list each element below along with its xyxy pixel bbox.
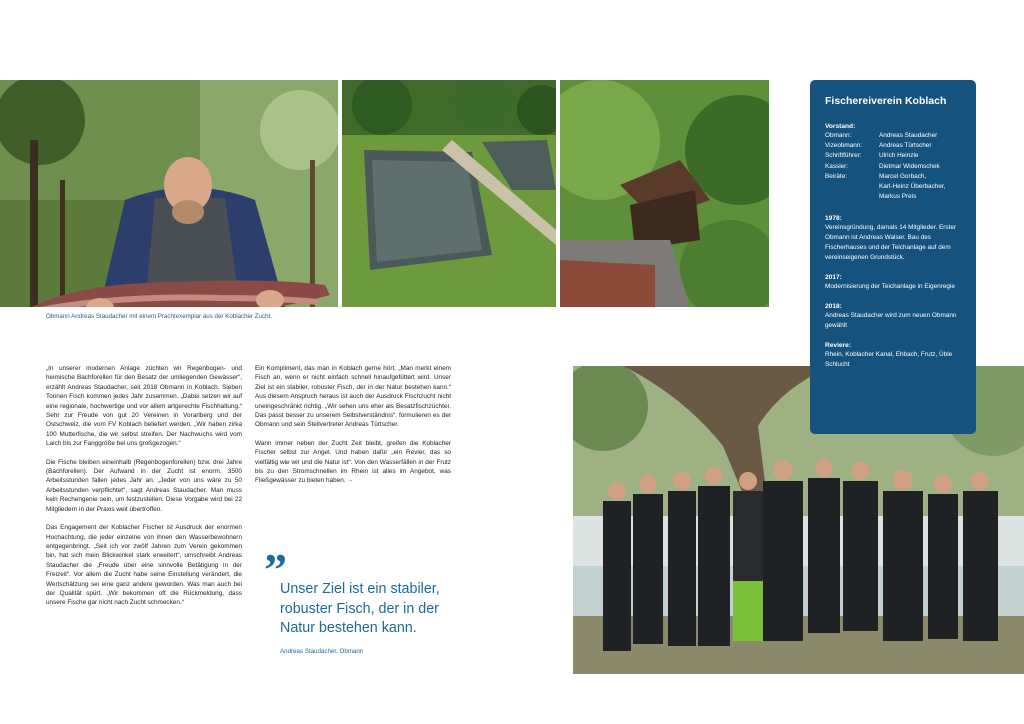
info-box-title: Fischereiverein Koblach — [825, 95, 947, 107]
article-paragraph: „In unserer modernen Anlage züchten wir Regenbogen- und heimische Bachforellen für den Besatz der umliegenden Gewässer“, erzählt Andreas Staudacher, seit 2018 Obmann in Koblach. Sieben Tonnen Fisch kommen jedes Jahr zusammen. „Dabei setzen wir auf eine regionale, hochwertige und vor allem artgerechte Fischhaltung.“ Sehr zur Freude von gut 20 Vereinen in Vorarlberg und der Ostschweiz, die vom FV Koblach beliefert werden. „Wir haben zirka 100 Mutterfische, die wir selbst streifen. Der Nachwuchs wird vom Laich bis zur Fanggröße bei uns großgezogen.“ — [46, 365, 242, 448]
board-role: Kassier: — [825, 162, 849, 170]
board-label: Vorstand: — [825, 123, 856, 130]
board-role: Obmann: — [825, 132, 852, 139]
article-paragraph: Ein Kompliment, das man in Koblach gerne hört. „Man merkt einem Fisch an, wenn er nicht einfach schnell hinaufgefüttert wird. Unser Ziel ist ein stabiler, robuster Fisch, der in der Natur bestehen kann.“ Aus diesem Anspruch heraus ist auch der Ausdruck Fischzucht nicht uneingeschränkt richtig. „Wir sehen uns eher als Besatzfischzüchter. Das passt besser zu unserem Selbstverständnis“, formulieren es der Obmann und sein Stellvertreter Andreas Türtscher. — [255, 365, 451, 429]
board-role — [825, 192, 879, 202]
board-member-name: Ulrich Heinzle — [879, 152, 919, 160]
history-year: 2018: — [825, 303, 842, 311]
history-year: 1978: — [825, 215, 842, 223]
photo-chairman-with-trout — [0, 80, 338, 307]
article-paragraph: Das Engagement der Koblacher Fischer ist Ausdruck der enormen Hochachtung, die jeder einzelne von ihnen den Wasserbewohnern entgegenbringt. „Seit ich vor zwölf Jahren zum Verein gekommen bin, hat sich mein Blickwinkel stark erweitert“, umschreibt Andreas Staudacher die „Freude über eine sinnvolle Betätigung in der Freizeit“. Vor allem die Zucht habe seine Einstellung verändert, die Wertschätzung sei eine ganz andere geworden. Was man auch bei der Qualität spürt. „Wir bekommen oft die Rückmeldung, dass unsere Fische gar nicht nach Zucht schmecken.“ — [46, 524, 242, 607]
board-row — [825, 172, 945, 182]
pull-quote-author: Andreas Staudacher, Obmann — [280, 648, 364, 655]
board-role — [825, 182, 879, 192]
photo-fish-ponds — [342, 80, 556, 307]
board-row — [825, 162, 945, 172]
article-paragraph — [255, 439, 451, 486]
article-column-2 — [255, 364, 451, 495]
history-2017 — [825, 273, 961, 292]
board-role: Schriftführer: — [825, 152, 862, 160]
history-year: 2017: — [825, 274, 842, 282]
history-2018 — [825, 302, 961, 331]
article-paragraph: Die Fische bleiben eineinhalb (Regenbogenforellen) bzw. drei Jahre (Bachforellen). Der Aufwand in der Zucht ist enorm. 3500 Arbeitsstunden fallen jedes Jahr an. „Jeder von uns wäre zu 50 Arbeitsstunden verpflichtet“, sagt Andreas Staudacher. Man muss kein Rechengenie sein, um festzustellen: Diese Vorgabe wird bei 22 Mitgliedern in der Praxis weit übertroffen. — [46, 458, 242, 513]
reviere-text: Rhein, Koblacher Kanal, Ehbach, Frutz, Üble Schlucht — [825, 351, 953, 369]
board-row — [825, 151, 945, 161]
article-column-1 — [46, 364, 242, 617]
board-member-name: Markus Preis — [879, 193, 917, 201]
continue-arrow-icon: → — [347, 477, 354, 485]
quote-mark-icon: ” — [264, 544, 287, 595]
history-1978 — [825, 214, 961, 263]
article-paragraph-text: Wann immer neben der Zucht Zeit bleibt, greifen die Koblacher Fischer selbst zur Angel. Und haben dafür „ein Revier, das so vielfältig wie wir und die Natur ist“. Von den Wasserfällen in der Frutz bis zu den Stromschnellen im Rhein ist alles im Angebot, was Fließgewässer zu bieten haben. — [255, 439, 451, 485]
board-member-name: Marcel Gorbach, — [879, 172, 927, 180]
history-text: Vereinsgründung, damals 14 Mitglieder. Erster Obmann ist Andreas Walser. Bau des Fischerhauses und der Teichanlage auf dem vereinseigenen Grundstück. — [825, 224, 957, 262]
board-member-name: Dietmar Widemschek — [879, 162, 940, 170]
board-row — [825, 182, 945, 192]
history-text: Andreas Staudacher wird zum neuen Obmann gewählt — [825, 312, 957, 330]
board-row — [825, 192, 945, 202]
board-row — [825, 131, 945, 141]
board-member-name: Andreas Türtscher — [879, 142, 932, 150]
board-member-name: Karl-Heinz Überbacher, — [879, 183, 946, 191]
board-role: Vizeobmann: — [825, 142, 863, 150]
pull-quote: Unser Ziel ist ein stabiler, robuster Fisch, der in der Natur bestehen kann. — [280, 581, 440, 636]
board-member-name: Andreas Staudacher — [879, 132, 938, 139]
photo-fisher-hut — [560, 80, 769, 307]
reviere-block — [825, 341, 961, 370]
reviere-label: Reviere: — [825, 342, 852, 350]
club-info-box — [810, 80, 976, 434]
history-text: Modernisierung der Teichanlage in Eigenregie — [825, 283, 955, 291]
board-row — [825, 141, 945, 151]
photo-caption: Obmann Andreas Staudacher mit einem Prachtexemplar aus der Koblacher Zucht. — [46, 313, 272, 320]
board-table — [825, 131, 945, 202]
board-role: Beiräte: — [825, 172, 848, 180]
